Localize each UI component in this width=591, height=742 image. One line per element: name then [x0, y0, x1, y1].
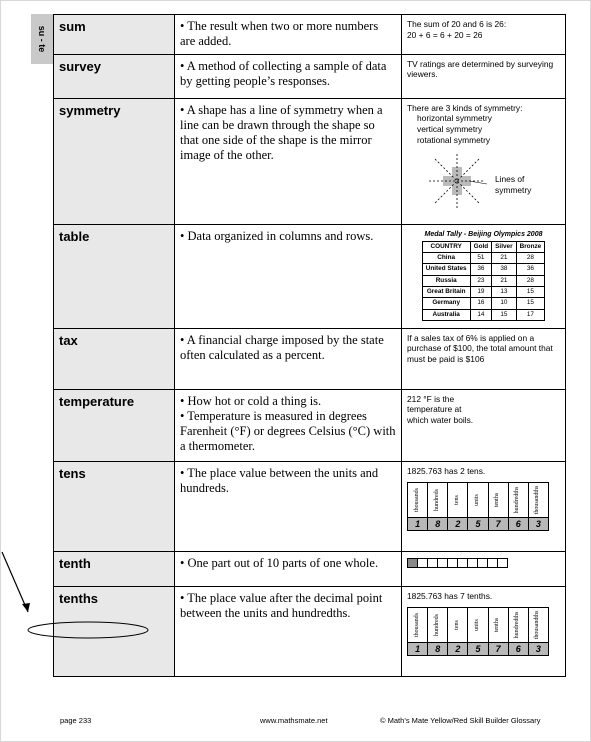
- ex-line: which water boils.: [407, 415, 474, 426]
- place-value-digit: 1: [408, 643, 427, 655]
- place-value-column: [509, 483, 529, 530]
- place-value-column: [529, 608, 548, 655]
- def-line: • A financial charge imposed by the state often calculated as a percent.: [180, 332, 384, 362]
- place-value-label: thousandths: [534, 486, 541, 515]
- symmetry-figure: [407, 152, 547, 212]
- medal-cell: 28: [516, 275, 545, 286]
- ex-tens: [402, 461, 566, 551]
- place-value-column: [428, 608, 448, 655]
- symmetry-caption: Lines of symmetry: [495, 174, 532, 196]
- medal-cell: 14: [470, 309, 492, 320]
- ex-temperature: [402, 389, 566, 461]
- place-value-digit: 7: [489, 643, 508, 655]
- medal-cell: 10: [492, 298, 516, 309]
- footer-page: page 233: [60, 716, 92, 725]
- place-value-label: tenths: [494, 618, 501, 633]
- place-value-digit: 3: [529, 643, 548, 655]
- ex-line: 1825.763 has 2 tens.: [407, 465, 486, 476]
- def-line: • A method of collecting a sample of data by getting people’s responses.: [180, 58, 387, 88]
- medal-row: [422, 264, 545, 275]
- ex-survey: [402, 54, 566, 98]
- footer-copyright: © Math’s Mate Yellow/Red Skill Builder Glossary: [380, 716, 541, 725]
- def-temperature: [175, 389, 402, 461]
- place-value-digit: 3: [529, 518, 548, 530]
- medal-header: Silver: [492, 241, 516, 252]
- place-value-column: [468, 483, 488, 530]
- place-value-column: [509, 608, 529, 655]
- place-value-column: [529, 483, 548, 530]
- ex-sum: [402, 15, 566, 55]
- ex-line: If a sales tax of 6% is applied on a purchase of $100, the total amount that must be paid is $106: [407, 332, 553, 365]
- medal-cell: 19: [470, 286, 492, 297]
- place-value-column: [489, 608, 509, 655]
- medal-header-row: [422, 241, 545, 252]
- place-value-column: [428, 483, 448, 530]
- place-value-digit: 6: [509, 643, 528, 655]
- medal-header: COUNTRY: [422, 241, 470, 252]
- place-value-digit: 8: [428, 643, 447, 655]
- def-line: • A shape has a line of symmetry when a line can be drawn through the shape so that one side of the shape is the mirror image of the other.: [180, 102, 383, 163]
- medal-cell: Germany: [422, 298, 470, 309]
- def-table: [175, 224, 402, 328]
- ex-kind: horizontal symmetry: [417, 113, 492, 124]
- def-line: • How hot or cold a thing is.: [180, 393, 322, 408]
- place-value-label: thousands: [413, 488, 420, 513]
- footer-url: www.mathsmate.net: [260, 716, 328, 725]
- ex-line: 1825.763 has 7 tenths.: [407, 590, 493, 601]
- medal-cell: 23: [470, 275, 492, 286]
- medal-cell: 15: [492, 309, 516, 320]
- medal-cell: Russia: [422, 275, 470, 286]
- place-value-column: [408, 608, 428, 655]
- term-symmetry: symmetry: [54, 98, 175, 224]
- medal-cell: Great Britain: [422, 286, 470, 297]
- def-symmetry: [175, 98, 402, 224]
- place-value-chart: [407, 482, 549, 531]
- place-value-digit: 6: [509, 518, 528, 530]
- term-tax: tax: [54, 328, 175, 389]
- medal-row: [422, 286, 545, 297]
- medal-cell: 51: [470, 252, 492, 263]
- ex-tenths: [402, 586, 566, 676]
- place-value-label: thousands: [413, 613, 420, 638]
- place-value-label: thousandths: [534, 611, 541, 640]
- place-value-column: [448, 608, 468, 655]
- place-value-label: hundreds: [433, 614, 440, 637]
- medal-table-title: Medal Tally - Beijing Olympics 2008: [424, 230, 543, 238]
- medal-cell: China: [422, 252, 470, 263]
- place-value-digit: 5: [468, 643, 487, 655]
- term-tenth: tenth: [54, 551, 175, 586]
- place-value-label: hundredths: [514, 612, 521, 639]
- place-value-label: tens: [453, 620, 460, 631]
- medal-row: [422, 252, 545, 263]
- medal-cell: 17: [516, 309, 545, 320]
- medal-row: [422, 275, 545, 286]
- place-value-digit: 5: [468, 518, 487, 530]
- place-value-digit: 1: [408, 518, 427, 530]
- def-line: • Data organized in columns and rows.: [180, 228, 374, 243]
- medal-table: [422, 241, 546, 321]
- place-value-digit: 2: [448, 643, 467, 655]
- def-line: • The place value after the decimal point between the units and hundredths.: [180, 590, 383, 620]
- def-tenths: [175, 586, 402, 676]
- def-line: • The result when two or more numbers are added.: [180, 19, 379, 49]
- medal-row: [422, 309, 545, 320]
- tenth-bar-cell: [497, 558, 508, 568]
- medal-cell: 36: [470, 264, 492, 275]
- medal-cell: 15: [516, 298, 545, 309]
- ex-line: The sum of 20 and 6 is 26:: [407, 19, 507, 29]
- ex-kind: vertical symmetry: [417, 124, 483, 135]
- medal-cell: 36: [516, 264, 545, 275]
- ex-line: 212 °F is the: [407, 393, 455, 404]
- medal-cell: 13: [492, 286, 516, 297]
- term-tenths: tenths: [54, 586, 175, 676]
- place-value-chart: [407, 607, 549, 656]
- medal-cell: 15: [516, 286, 545, 297]
- place-value-label: hundreds: [433, 489, 440, 512]
- place-value-digit: 7: [489, 518, 508, 530]
- medal-row: [422, 298, 545, 309]
- place-value-column: [448, 483, 468, 530]
- section-tab-label: su - te: [37, 25, 47, 53]
- def-line: • One part out of 10 parts of one whole.: [180, 555, 379, 570]
- medal-cell: United States: [422, 264, 470, 275]
- ex-tenth: [402, 551, 566, 586]
- ex-tax: [402, 328, 566, 389]
- def-survey: [175, 54, 402, 98]
- medal-header: Gold: [470, 241, 492, 252]
- ex-symmetry: [402, 98, 566, 224]
- medal-cell: 21: [492, 275, 516, 286]
- term-temperature: temperature: [54, 389, 175, 461]
- def-sum: [175, 15, 402, 55]
- place-value-digit: 2: [448, 518, 467, 530]
- term-table: table: [54, 224, 175, 328]
- ex-table: [402, 224, 566, 328]
- annotation-overlay: [0, 0, 200, 640]
- place-value-label: units: [474, 494, 481, 507]
- place-value-column: [489, 483, 509, 530]
- medal-cell: Australia: [422, 309, 470, 320]
- ex-line: There are 3 kinds of symmetry:: [407, 102, 523, 113]
- medal-header: Bronze: [516, 241, 545, 252]
- highlight-oval: [28, 622, 148, 638]
- def-tax: [175, 328, 402, 389]
- term-survey: survey: [54, 54, 175, 98]
- arrow-head: [22, 603, 30, 612]
- place-value-label: units: [474, 619, 481, 632]
- def-line: • The place value between the units and hundreds.: [180, 465, 379, 495]
- ex-line: temperature at: [407, 404, 462, 415]
- medal-cell: 21: [492, 252, 516, 263]
- def-tenth: [175, 551, 402, 586]
- symmetry-diagram: [425, 152, 489, 210]
- place-value-label: tens: [453, 495, 460, 506]
- place-value-digit: 8: [428, 518, 447, 530]
- term-sum: sum: [54, 15, 175, 55]
- medal-cell: 28: [516, 252, 545, 263]
- place-value-label: hundredths: [514, 487, 521, 514]
- ex-line: TV ratings are determined by surveying viewers.: [407, 58, 554, 80]
- def-line: • Temperature is measured in degrees Farenheit (°F) or degrees Celsius (°C) with a thermometer.: [180, 408, 396, 454]
- place-value-column: [408, 483, 428, 530]
- ex-kind: rotational symmetry: [417, 135, 491, 146]
- medal-cell: 38: [492, 264, 516, 275]
- place-value-label: tenths: [494, 493, 501, 508]
- pointer-arrow: [2, 552, 28, 612]
- def-tens: [175, 461, 402, 551]
- tenth-bar: [407, 558, 560, 568]
- medal-cell: 16: [470, 298, 492, 309]
- place-value-column: [468, 608, 488, 655]
- ex-line: 20 + 6 = 6 + 20 = 26: [407, 29, 483, 40]
- term-tens: tens: [54, 461, 175, 551]
